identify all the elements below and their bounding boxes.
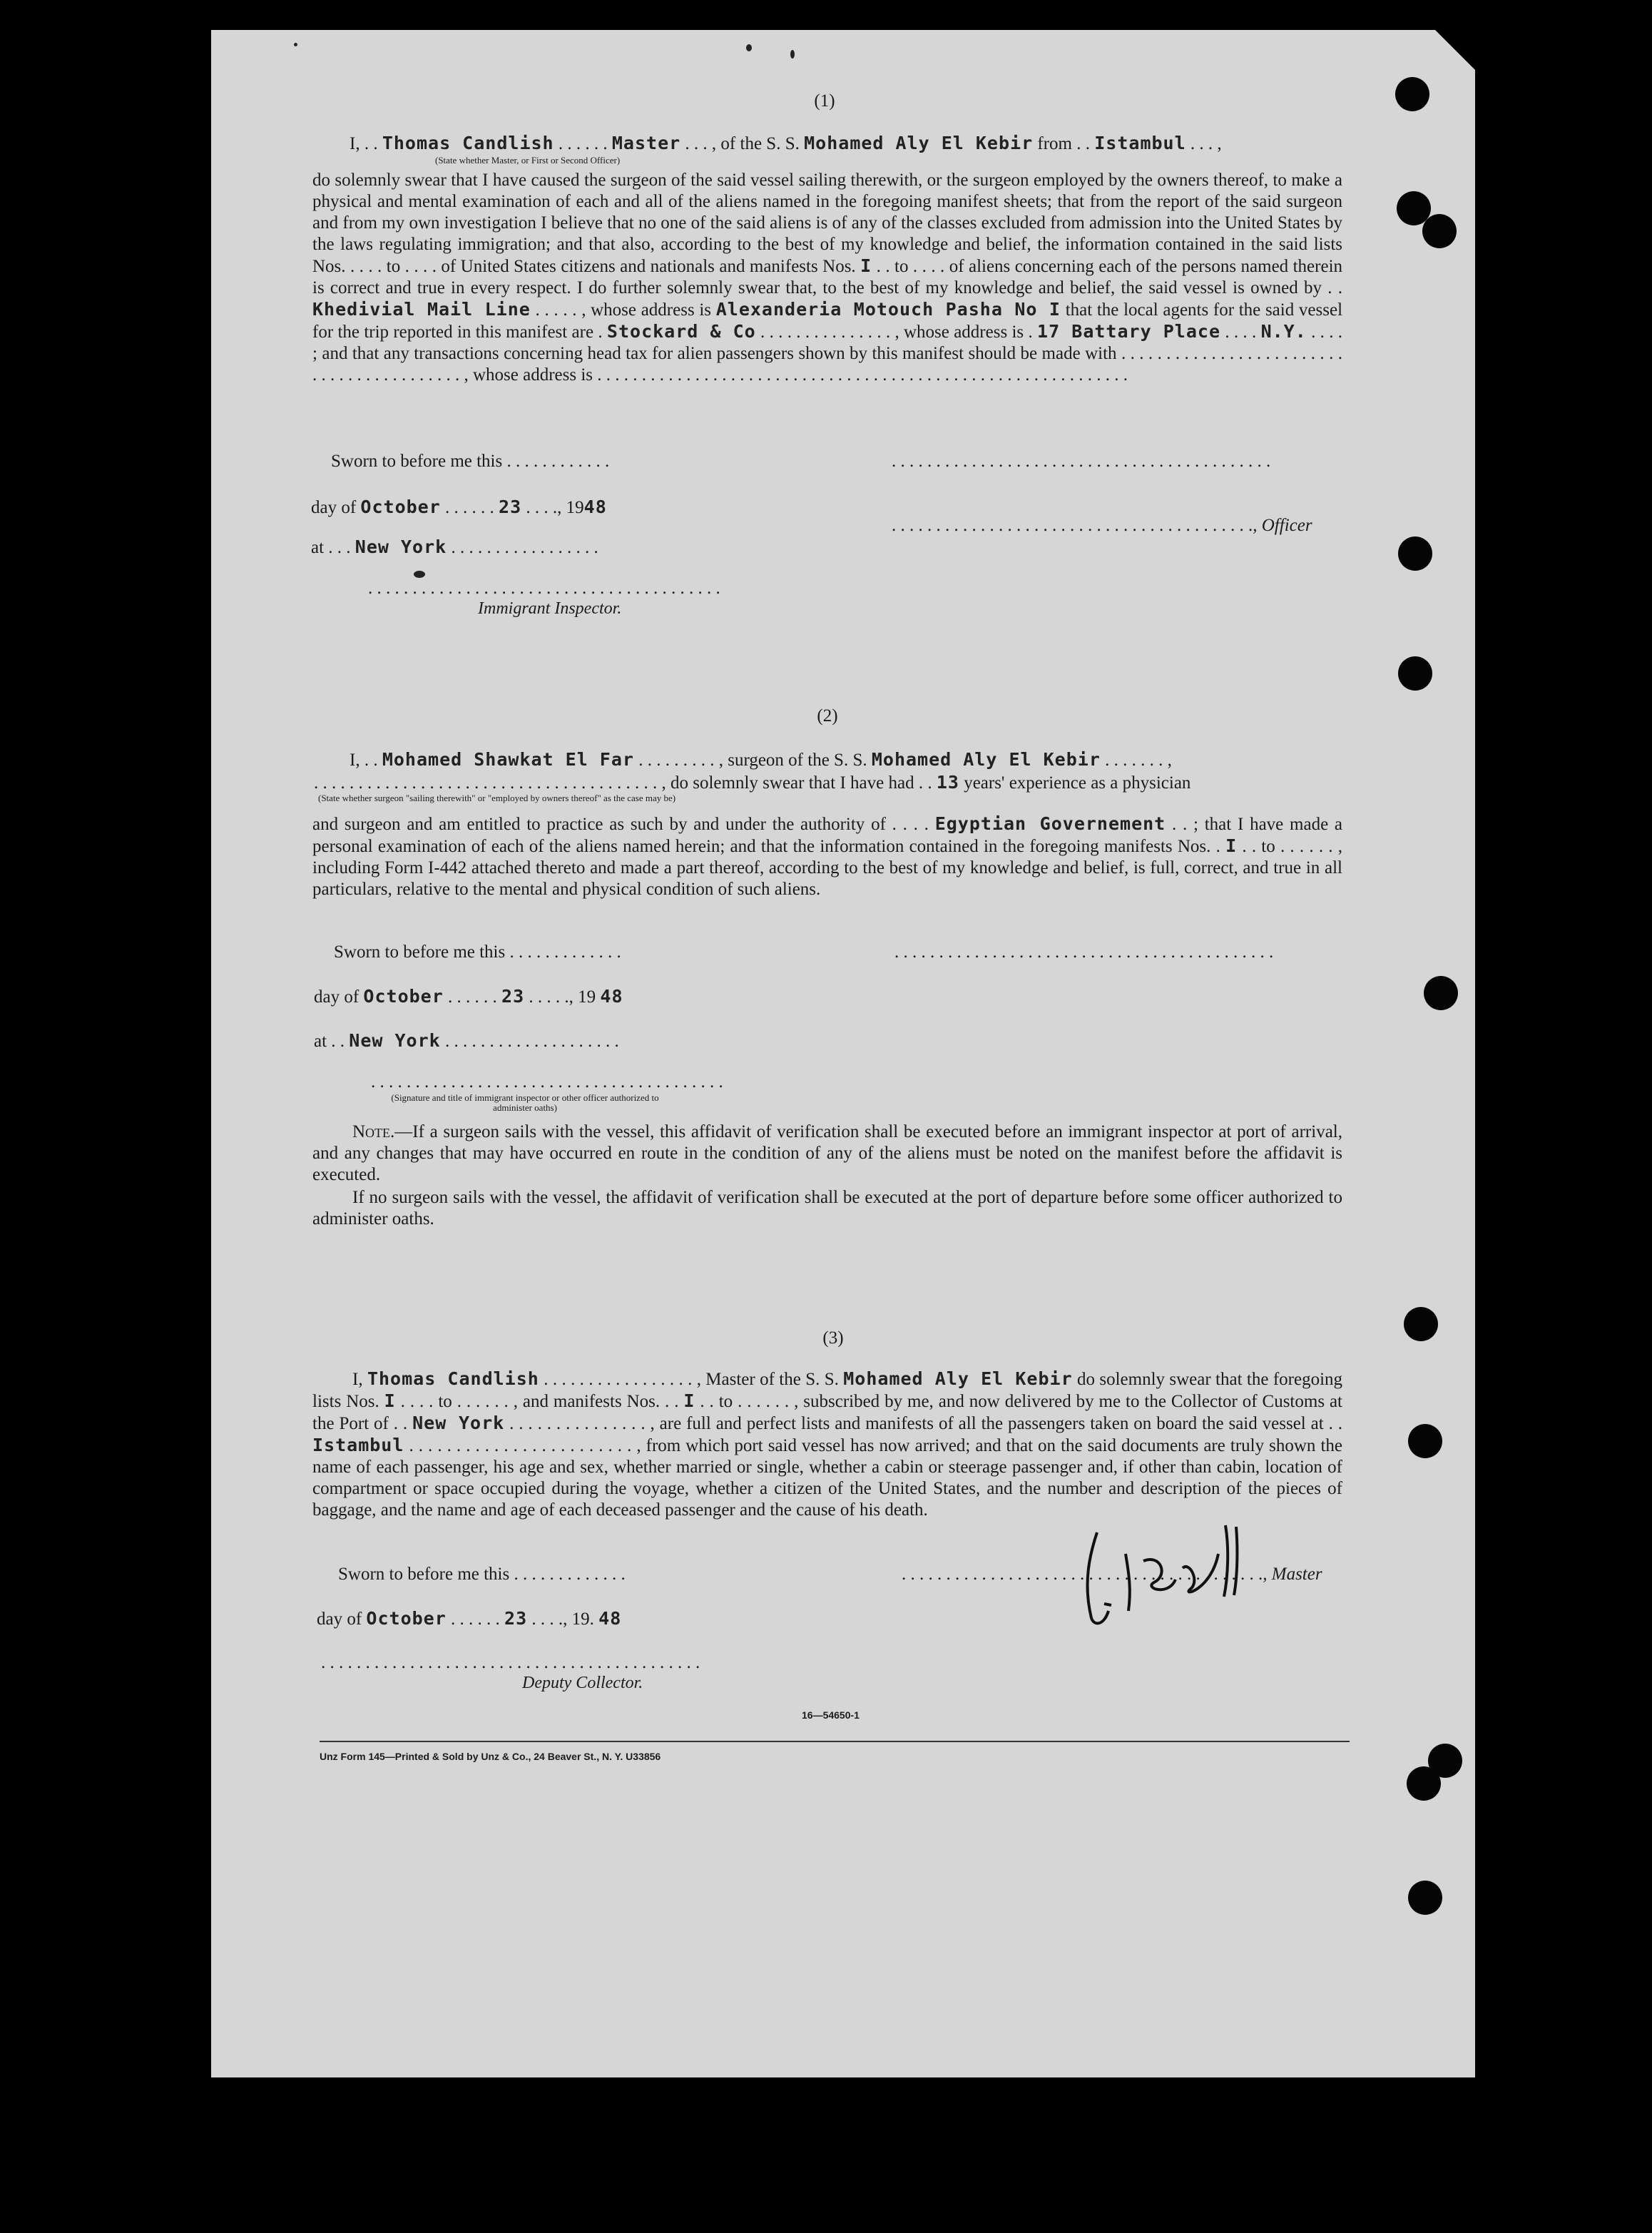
s3-ship: Mohamed Aly El Kebir <box>843 1368 1073 1389</box>
s2-end: . . . . . . . , <box>1105 751 1172 770</box>
s3-year-prefix: , 19. <box>563 1609 594 1629</box>
section-2-line-1 <box>350 749 1172 771</box>
s2-surgeon-name: Mohamed Shawkat El Far <box>382 749 634 770</box>
s3-lists-from: I <box>384 1390 396 1411</box>
punch-hole <box>1398 536 1432 571</box>
s3-manifests-from: I <box>683 1390 695 1411</box>
s3-dots-1: . . . . . . <box>451 1609 500 1629</box>
s2-note-1 <box>312 1121 1342 1186</box>
s1-officer-dots: . . . . . . . . . . . . . . . . . . . . . . . . . . . . . . . . . . . . . . . . . <box>892 516 1253 535</box>
s3-prefix: I, <box>352 1370 363 1389</box>
punch-hole <box>1422 214 1457 248</box>
s1-dots-6: . . . <box>328 538 351 557</box>
s3-date-line <box>317 1608 621 1630</box>
s1-agents-address: 17 Battary Place <box>1037 321 1220 342</box>
s1-body-b: . . to . . . . of aliens concerning each of the persons named therein is correct and true in every respect. I do further solemnly swear that, to the best of my knowledge and belief, the said vessel is owned by . . <box>312 257 1343 297</box>
page-corner-fold <box>1435 30 1492 87</box>
s2-body-b: . . ; that I have made a personal examination of each of the aliens named herein; and that the information contained in the foregoing manifests Nos. . <box>312 815 1343 856</box>
s3-master-name: Thomas Candlish <box>367 1368 539 1389</box>
s1-owner-address: Alexanderia Motouch Pasha No I <box>715 299 1061 320</box>
s1-dots-5: . . . . <box>526 498 558 517</box>
master-signature <box>1076 1511 1261 1632</box>
s1-dots-2: . . <box>1076 134 1090 153</box>
s1-agents: Stockard & Co <box>606 321 756 342</box>
s1-prefix: I, . . <box>350 134 378 153</box>
ink-speck <box>746 44 752 51</box>
s3-collector-dots: . . . . . . . . . . . . . . . . . . . . . . . . . . . . . . . . . . . . . . . . . . . <box>321 1653 700 1672</box>
ink-speck <box>294 43 297 46</box>
s2-body-a: and surgeon and am entitled to practice as such by and under the authority of . . . . <box>312 815 929 834</box>
s2-ship: Mohamed Aly El Kebir <box>871 749 1101 770</box>
s1-body-c: . . . . . , whose address is <box>535 300 712 320</box>
s2-at-line <box>314 1030 619 1052</box>
s2-dots-3: . . . . . . . . . . . . . . . . . . . . <box>444 1032 619 1051</box>
s3-mid4: . . to . . . . . . , subscribed by me, and now delivered by me to the Collector of Customs at the Port of . . <box>312 1392 1343 1433</box>
s3-mid6: . . . . . . . . . . . . . . . . . . . . . . . . , from which port said vessel has now arrived; and that on the said documents are truly shown the name of each passenger, his age and sex, whether married or single, whether a cabin or steerage passenger and, if other than cabin, location of compartment or space occupied during the voyage, whether a citizen of the United States, and the number and description of the pieces of baggage, and the name and age of each deceased passenger and the cause of his death. <box>312 1436 1343 1520</box>
footer-rule <box>320 1741 1350 1742</box>
s1-owner: Khedivial Mail Line <box>312 299 531 320</box>
s1-from: from <box>1037 134 1072 153</box>
s2-officer-line: . . . . . . . . . . . . . . . . . . . . . . . . . . . . . . . . . . . . . . . . . . . <box>894 942 1274 962</box>
s1-place: New York <box>355 536 447 557</box>
s1-at: at <box>311 538 325 557</box>
s1-day-prefix: day of <box>311 498 357 517</box>
s1-dots-3: . . . . <box>1225 322 1257 342</box>
section-1-number: (1) <box>814 91 835 111</box>
s1-body-f: . . . . ; and that any transactions concerning head tax for alien passengers shown by this manifest should be made with . . . . . . . . . . . . . . . . . . . . . . . . . . . . . . . . . . . . . . . . . . , whose address is . . . . . . . . . . . . . . . . . . . . . . . . . . . . . . . . . . . . . . . . . . . . . . . . . . . . . . . . . . . . <box>312 322 1343 385</box>
s1-month: October <box>360 497 441 517</box>
section-2-body <box>312 813 1342 900</box>
s1-officer-label: , Officer <box>1253 516 1312 535</box>
s3-day-prefix: day of <box>317 1609 362 1629</box>
s2-dots-2: . . . . . <box>529 987 569 1007</box>
ink-speck <box>790 50 795 59</box>
s3-master-dots: . . . . . . . . . . . . . . . . . . . . . . . . . . . . . . . . . . . . . . . . . <box>902 1565 1263 1584</box>
s1-body-e: . . . . . . . . . . . . . . . , whose address is . <box>760 322 1033 342</box>
punch-hole <box>1398 656 1432 691</box>
s2-place: New York <box>349 1030 441 1051</box>
s1-inspector-label: Immigrant Inspector. <box>478 599 622 618</box>
s3-month: October <box>366 1608 447 1629</box>
section-3-body <box>312 1368 1342 1521</box>
s2-manifest-from: I <box>1225 835 1238 856</box>
s2-sig-dots: . . . . . . . . . . . . . . . . . . . . . . . . . . . . . . . . . . . . . . . . <box>371 1072 723 1092</box>
s3-mid2: do solemnly swear that the foregoing lists Nos. <box>312 1370 1343 1411</box>
form-code: 16—54650-1 <box>802 1709 860 1721</box>
s2-year: 48 <box>600 986 623 1007</box>
s1-inspector-dots: . . . . . . . . . . . . . . . . . . . . . . . . . . . . . . . . . . . . . . . . <box>368 579 720 598</box>
s1-rank-caption: (State whether Master, or First or Second Officer) <box>435 155 621 166</box>
s3-dots-2: . . . . <box>531 1609 564 1629</box>
s1-body-d: that the local agents for the said vessel for the trip reported in this manifest are . <box>312 300 1343 342</box>
s1-officer-line: . . . . . . . . . . . . . . . . . . . . . . . . . . . . . . . . . . . . . . . . . . . <box>892 452 1271 471</box>
s2-caption: (State whether surgeon "sailing therewith" or "employed by owners thereof" as the case may be) <box>318 793 676 803</box>
s1-date-line <box>311 497 607 519</box>
s1-date: 23 <box>499 497 522 517</box>
s3-date: 23 <box>504 1608 528 1629</box>
section-1-body <box>312 170 1342 386</box>
punch-hole <box>1404 1307 1438 1341</box>
s1-port: Istambul <box>1094 133 1186 153</box>
s2-note-2: If no surgeon sails with the vessel, the affidavit of verification shall be executed at the port of departure before some officer authorized to administer oaths. <box>312 1188 1342 1229</box>
s1-dots: . . . . . . <box>558 134 608 153</box>
s2-year-prefix: , 19 <box>568 987 596 1007</box>
punch-hole <box>1424 976 1458 1010</box>
s1-agents-city: N.Y. <box>1260 321 1307 342</box>
s3-master-label: , Master <box>1263 1565 1322 1584</box>
s1-officer-sig <box>892 515 1312 536</box>
s1-mid: . . . , of the S. S. <box>685 134 800 153</box>
s1-end: . . . , <box>1190 134 1222 153</box>
s2-body-c: . . to . . . . . . , including Form I-442 attached thereto and made a part thereof, according to the best of my knowledge and belief, is full, correct, and true in all particulars, relative to the mental and physical condition of such aliens. <box>312 837 1343 899</box>
s3-port: New York <box>412 1413 505 1433</box>
s2-note-head: Note. <box>352 1122 395 1141</box>
s1-at-line <box>311 536 598 559</box>
s2-date-line <box>314 986 623 1008</box>
s2-years: 13 <box>936 772 959 793</box>
s2-mid: . . . . . . . . . , surgeon of the S. S. <box>638 751 867 770</box>
punch-hole <box>1407 1766 1441 1801</box>
s1-manifest-from: I <box>860 255 872 276</box>
punch-hole <box>1408 1424 1442 1458</box>
s1-master-name: Thomas Candlish <box>382 133 554 153</box>
s3-collector-label: Deputy Collector. <box>522 1674 643 1692</box>
section-2-number: (2) <box>817 706 838 726</box>
s2-note-1-text: —If a surgeon sails with the vessel, this affidavit of verification shall be executed before an immigrant inspector at port of arrival, and any changes that may have occurred en route in the condition of any of the aliens must be noted on the manifest before the affidavit is executed. <box>312 1122 1342 1184</box>
ink-speck <box>414 571 425 578</box>
section-2-line-2 <box>314 772 1190 794</box>
s3-mid3: . . . . to . . . . . . , and manifests Nos. . . <box>400 1392 679 1411</box>
s1-year-prefix: , 19 <box>557 498 584 517</box>
s2-sig-caption: (Signature and title of immigrant inspector or other officer authorized to administer oaths) <box>391 1092 659 1113</box>
s2-at: at . . <box>314 1032 345 1051</box>
s1-year: 48 <box>583 497 607 517</box>
s1-ship: Mohamed Aly El Kebir <box>804 133 1034 153</box>
s2-dots-1: . . . . . . <box>448 987 497 1007</box>
s2-day-prefix: day of <box>314 987 360 1007</box>
printer-credit: Unz Form 145—Printed & Sold by Unz & Co., 24 Beaver St., N. Y. U33856 <box>320 1751 661 1762</box>
s1-dots-7: . . . . . . . . . . . . . . . . . <box>451 538 598 557</box>
s2-line2-a: . . . . . . . . . . . . . . . . . . . . . . . . . . . . . . . . . . . . . . . , do solemnly swear that I have had . . <box>314 773 932 793</box>
s3-departure: Istambul <box>312 1435 404 1455</box>
s3-mid5: . . . . . . . . . . . . . . . , are full and perfect lists and manifests of all the passengers taken on board the said vessel at . . <box>509 1414 1343 1433</box>
s3-year: 48 <box>598 1608 622 1629</box>
s1-body-a: do solemnly swear that I have caused the surgeon of the said vessel sailing therewith, or the surgeon employed by the owners thereof, to make a physical and mental examination of each and all of the aliens named in the foregoing manifest sheets; that from the report of the said surgeon and from my own investigation I believe that no one of the said aliens is of any of the classes excluded from admission into the United States by the laws regulating immigration; and that also, according to the best of my knowledge and belief, the information contained in the said lists Nos. . . . . to . . . . of United States citizens and nationals and manifests Nos. <box>312 171 1342 276</box>
section-1-line-1 <box>350 133 1348 155</box>
punch-hole <box>1395 77 1429 111</box>
s2-date: 23 <box>501 986 525 1007</box>
s1-sworn: Sworn to before me this . . . . . . . . . . . . <box>331 452 610 471</box>
section-3-number: (3) <box>822 1328 844 1348</box>
s2-authority: Egyptian Governement <box>934 813 1166 834</box>
s2-month: October <box>363 986 444 1007</box>
s1-dots-4: . . . . . . <box>445 498 494 517</box>
s3-sworn: Sworn to before me this . . . . . . . . . . . . . <box>338 1565 626 1584</box>
s2-line2-b: years' experience as a physician <box>964 773 1191 793</box>
punch-hole <box>1408 1881 1442 1915</box>
s2-prefix: I, . . <box>350 751 378 770</box>
s2-sworn: Sworn to before me this . . . . . . . . . . . . . <box>334 942 621 962</box>
s1-rank: Master <box>611 133 681 153</box>
s3-mid1: . . . . . . . . . . . . . . . . . , Master of the S. S. <box>544 1370 839 1389</box>
